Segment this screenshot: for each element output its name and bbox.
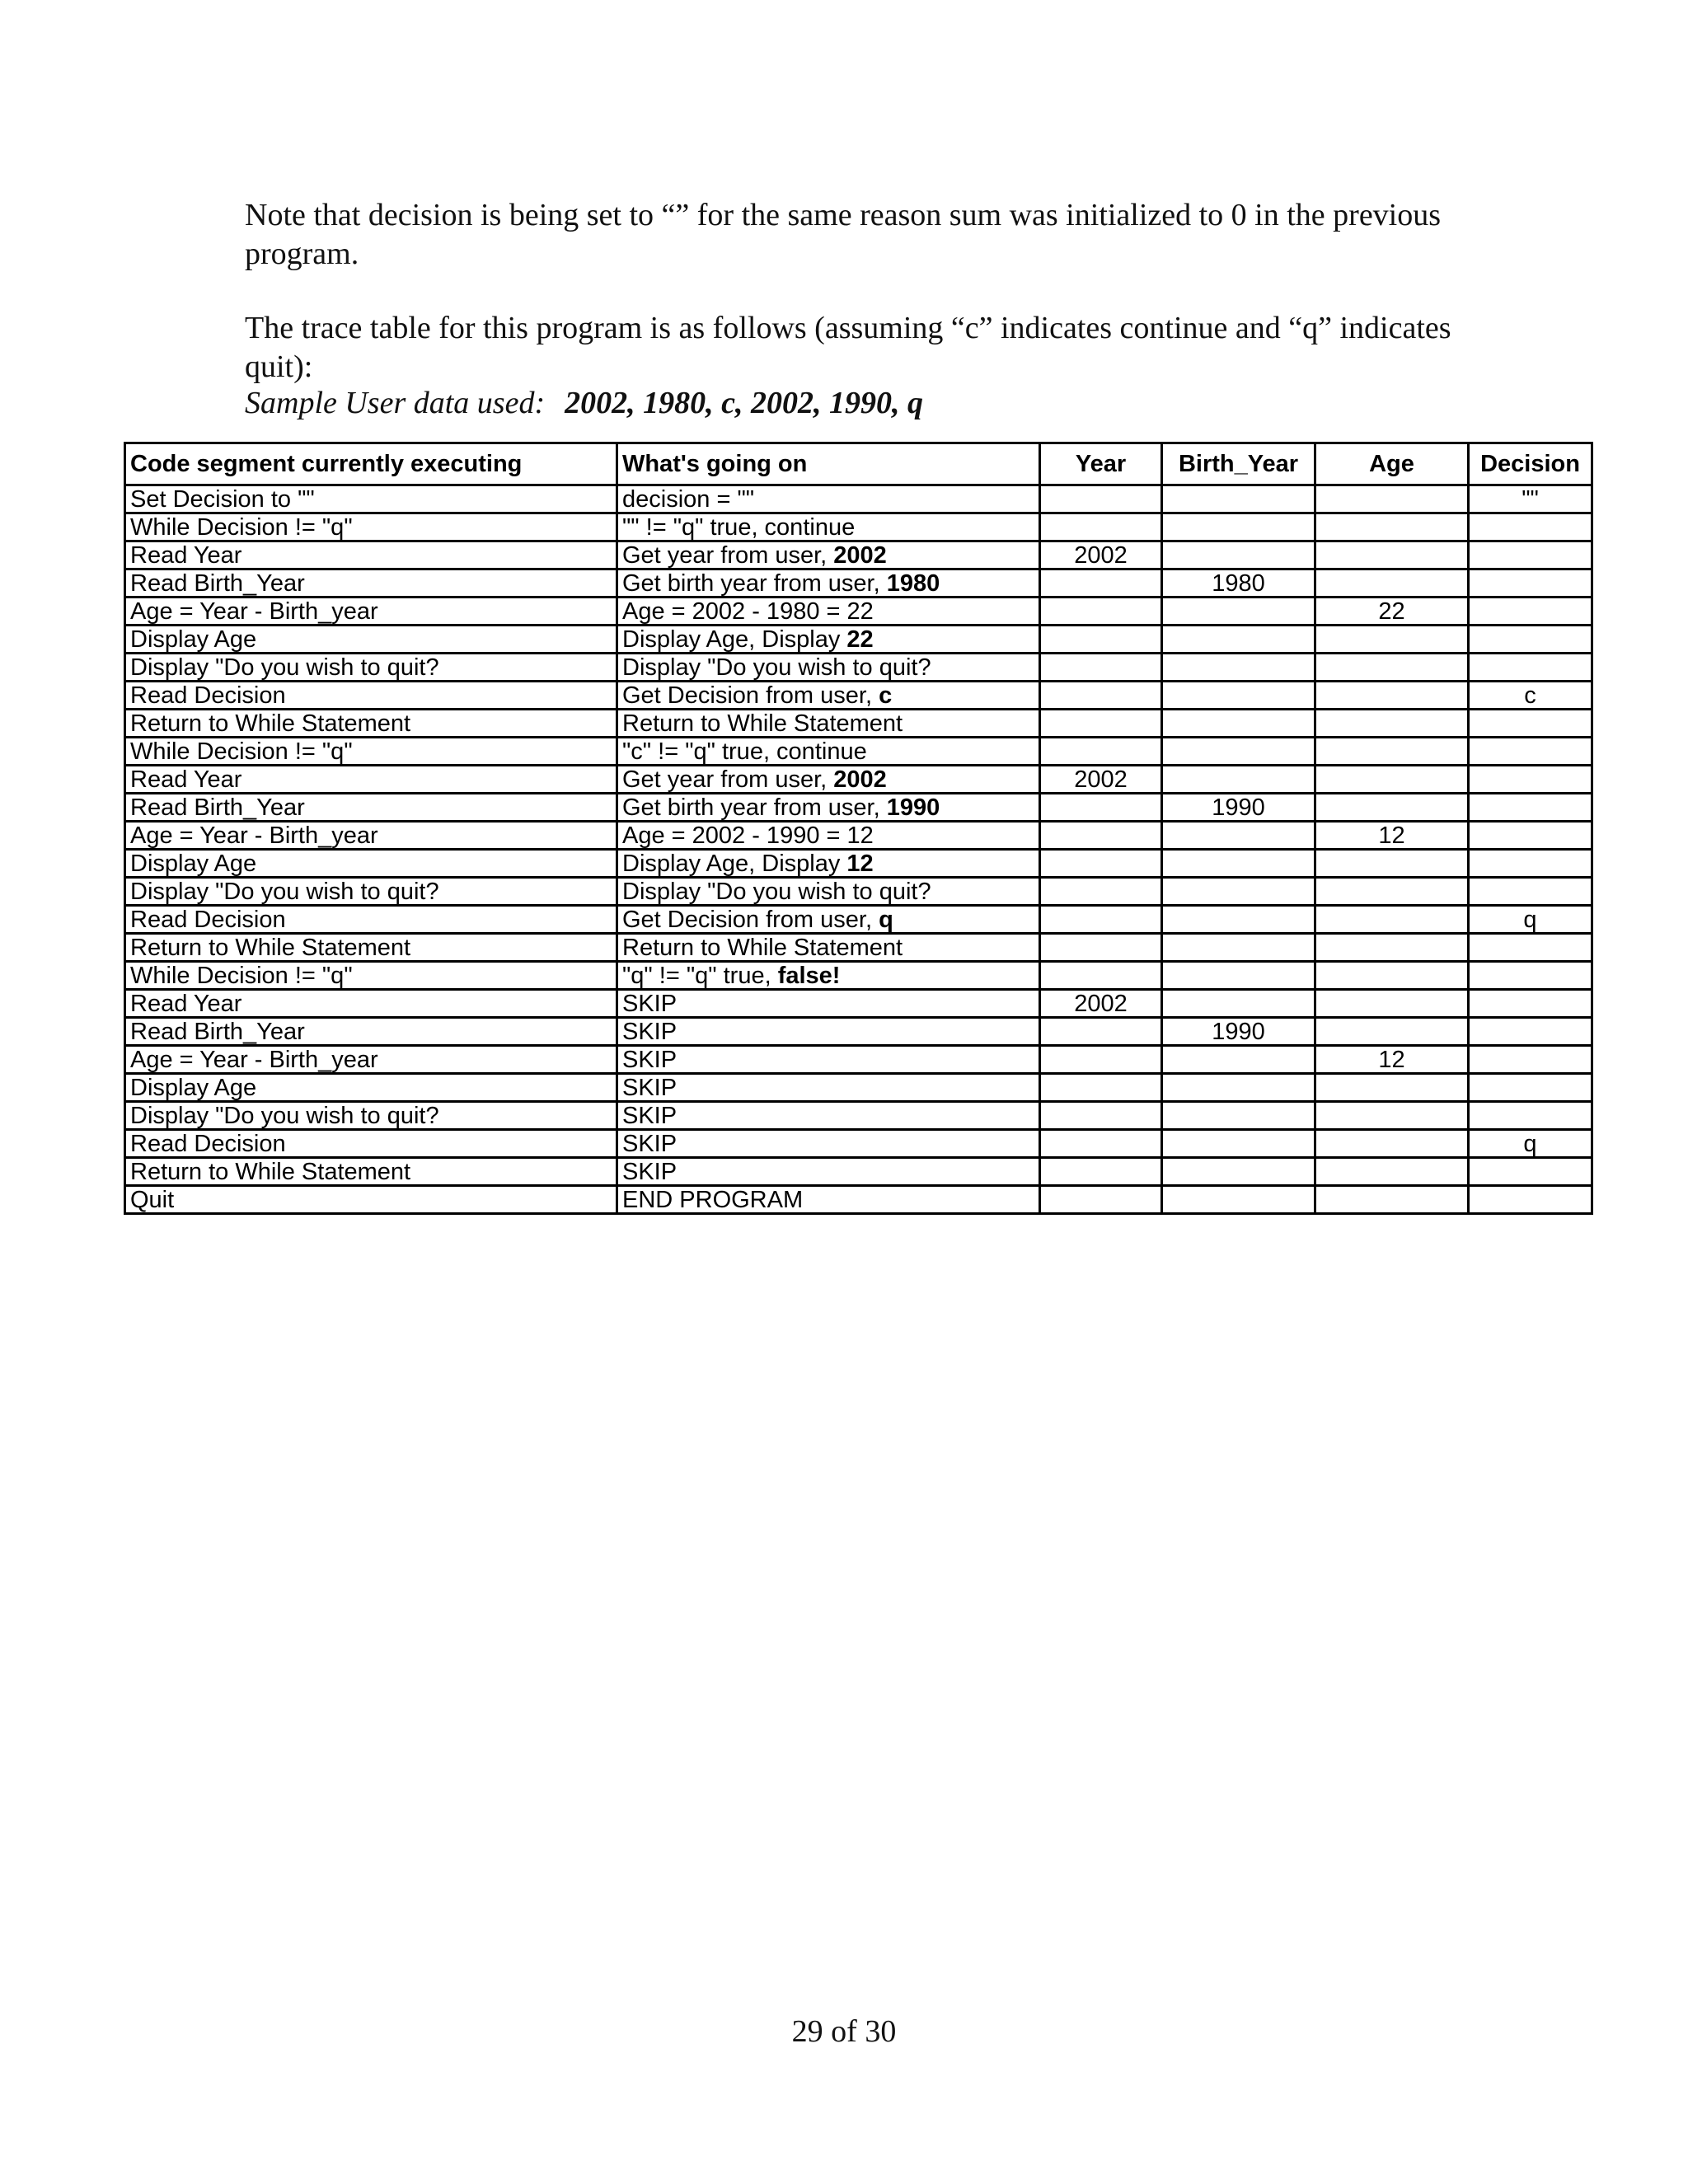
whats-going-on-text: SKIP	[622, 1102, 678, 1129]
decision-cell	[1469, 513, 1592, 541]
age-cell	[1315, 962, 1469, 990]
table-row	[125, 1046, 1592, 1074]
whats-going-on-text: Display Age, Display	[622, 626, 847, 653]
year-cell	[1040, 1018, 1162, 1046]
code-segment-cell: Return to While Statement	[125, 710, 617, 738]
age-cell	[1315, 626, 1469, 654]
year-cell	[1040, 822, 1162, 850]
table-row	[125, 1186, 1592, 1214]
code-segment-cell: Quit	[125, 1186, 617, 1214]
intro-paragraph-2: The trace table for this program is as follows (assuming “c” indicates continue and “q” indicates quit):	[245, 311, 1451, 384]
age-cell	[1315, 513, 1469, 541]
whats-going-on-text: SKIP	[622, 1074, 678, 1101]
decision-cell	[1469, 541, 1592, 569]
table-row	[125, 878, 1592, 906]
table-row	[125, 1130, 1592, 1158]
code-segment-cell: Set Decision to ""	[125, 485, 617, 513]
year-cell	[1040, 794, 1162, 822]
page-number: 29 of 30	[791, 2014, 897, 2049]
whats-going-on-cell	[617, 682, 1040, 710]
decision-cell	[1469, 1046, 1592, 1074]
year-cell	[1040, 1130, 1162, 1158]
birth-year-cell	[1162, 598, 1315, 626]
code-segment-cell: Read Birth_Year	[125, 1018, 617, 1046]
year-cell	[1040, 906, 1162, 934]
decision-cell	[1469, 654, 1592, 682]
whats-going-on-text: Get Decision from user,	[622, 682, 879, 709]
year-cell	[1040, 1074, 1162, 1102]
whats-going-on-cell	[617, 794, 1040, 822]
whats-going-on-text: "q" != "q" true,	[622, 962, 778, 989]
code-segment-cell: Read Birth_Year	[125, 794, 617, 822]
whats-going-on-cell	[617, 822, 1040, 850]
code-segment-cell: Age = Year - Birth_year	[125, 822, 617, 850]
code-segment-cell: While Decision != "q"	[125, 738, 617, 766]
whats-going-on-cell	[617, 766, 1040, 794]
decision-cell	[1469, 598, 1592, 626]
table-row	[125, 822, 1592, 850]
whats-going-on-cell	[617, 1102, 1040, 1130]
birth-year-cell	[1162, 878, 1315, 906]
table-header-row	[125, 443, 1592, 485]
year-cell	[1040, 962, 1162, 990]
table-row	[125, 1074, 1592, 1102]
birth-year-cell	[1162, 1186, 1315, 1214]
whats-going-on-cell	[617, 850, 1040, 878]
birth-year-cell	[1162, 654, 1315, 682]
whats-going-on-cell	[617, 1074, 1040, 1102]
whats-going-on-cell	[617, 513, 1040, 541]
table-row	[125, 1102, 1592, 1130]
year-cell	[1040, 1046, 1162, 1074]
decision-cell	[1469, 850, 1592, 878]
whats-going-on-cell	[617, 990, 1040, 1018]
header-code-segment: Code segment currently executing	[125, 443, 617, 485]
sample-data-values: 2002, 1980, c, 2002, 1990, q	[565, 386, 923, 420]
whats-going-on-cell	[617, 485, 1040, 513]
whats-going-on-cell	[617, 878, 1040, 906]
code-segment-cell: Display "Do you wish to quit?	[125, 878, 617, 906]
trace-table-body	[125, 485, 1592, 1214]
decision-cell	[1469, 934, 1592, 962]
code-segment-cell: Return to While Statement	[125, 934, 617, 962]
age-cell	[1315, 1130, 1469, 1158]
year-cell	[1040, 710, 1162, 738]
table-row	[125, 710, 1592, 738]
whats-going-on-text: decision = ""	[622, 485, 755, 513]
whats-going-on-text: "c" != "q" true, continue	[622, 738, 867, 765]
table-row	[125, 934, 1592, 962]
birth-year-cell: 1990	[1162, 1018, 1315, 1046]
birth-year-cell	[1162, 710, 1315, 738]
whats-going-on-text: Get year from user,	[622, 766, 834, 793]
age-cell	[1315, 906, 1469, 934]
whats-going-on-value: 1980	[886, 569, 940, 597]
whats-going-on-text: Get year from user,	[622, 541, 834, 569]
whats-going-on-value: 22	[846, 626, 874, 653]
decision-cell	[1469, 1186, 1592, 1214]
code-segment-cell: Display Age	[125, 626, 617, 654]
birth-year-cell: 1990	[1162, 794, 1315, 822]
birth-year-cell	[1162, 541, 1315, 569]
birth-year-cell	[1162, 1130, 1315, 1158]
decision-cell: c	[1469, 682, 1592, 710]
code-segment-cell: Read Decision	[125, 906, 617, 934]
table-row	[125, 682, 1592, 710]
whats-going-on-cell	[617, 1130, 1040, 1158]
decision-cell: ""	[1469, 485, 1592, 513]
table-row	[125, 766, 1592, 794]
trace-table	[124, 442, 1593, 1215]
birth-year-cell	[1162, 850, 1315, 878]
decision-cell	[1469, 878, 1592, 906]
year-cell	[1040, 934, 1162, 962]
table-row	[125, 513, 1592, 541]
table-row	[125, 990, 1592, 1018]
year-cell	[1040, 626, 1162, 654]
table-row	[125, 962, 1592, 990]
year-cell	[1040, 1102, 1162, 1130]
whats-going-on-cell	[617, 654, 1040, 682]
table-row	[125, 906, 1592, 934]
code-segment-cell: Read Decision	[125, 1130, 617, 1158]
whats-going-on-cell	[617, 541, 1040, 569]
age-cell: 12	[1315, 822, 1469, 850]
whats-going-on-text: Display Age, Display	[622, 850, 847, 877]
sample-data-label: Sample User data used:	[245, 386, 546, 420]
whats-going-on-text: END PROGRAM	[622, 1186, 804, 1213]
age-cell	[1315, 1018, 1469, 1046]
table-row	[125, 569, 1592, 598]
birth-year-cell	[1162, 822, 1315, 850]
whats-going-on-cell	[617, 906, 1040, 934]
birth-year-cell	[1162, 1102, 1315, 1130]
decision-cell	[1469, 990, 1592, 1018]
birth-year-cell	[1162, 738, 1315, 766]
age-cell	[1315, 682, 1469, 710]
whats-going-on-cell	[617, 1046, 1040, 1074]
table-row	[125, 1018, 1592, 1046]
birth-year-cell	[1162, 906, 1315, 934]
decision-cell	[1469, 766, 1592, 794]
whats-going-on-cell	[617, 934, 1040, 962]
age-cell	[1315, 485, 1469, 513]
code-segment-cell: While Decision != "q"	[125, 513, 617, 541]
birth-year-cell	[1162, 513, 1315, 541]
whats-going-on-text: Age = 2002 - 1990 = 12	[622, 822, 874, 849]
age-cell	[1315, 738, 1469, 766]
code-segment-cell: Read Year	[125, 541, 617, 569]
decision-cell	[1469, 1074, 1592, 1102]
code-segment-cell: While Decision != "q"	[125, 962, 617, 990]
birth-year-cell	[1162, 766, 1315, 794]
whats-going-on-text: Return to While Statement	[622, 934, 903, 961]
birth-year-cell	[1162, 485, 1315, 513]
birth-year-cell: 1980	[1162, 569, 1315, 598]
table-row	[125, 1158, 1592, 1186]
decision-cell	[1469, 794, 1592, 822]
whats-going-on-value: false!	[777, 962, 841, 989]
birth-year-cell	[1162, 682, 1315, 710]
whats-going-on-text: Get birth year from user,	[622, 569, 887, 597]
header-birth-year: Birth_Year	[1162, 443, 1315, 485]
whats-going-on-cell	[617, 1186, 1040, 1214]
birth-year-cell	[1162, 962, 1315, 990]
whats-going-on-cell	[617, 598, 1040, 626]
age-cell	[1315, 794, 1469, 822]
code-segment-cell: Read Year	[125, 990, 617, 1018]
age-cell	[1315, 766, 1469, 794]
age-cell	[1315, 878, 1469, 906]
age-cell	[1315, 990, 1469, 1018]
year-cell	[1040, 569, 1162, 598]
birth-year-cell	[1162, 1046, 1315, 1074]
decision-cell: q	[1469, 1130, 1592, 1158]
age-cell	[1315, 1102, 1469, 1130]
whats-going-on-value: 1990	[886, 794, 940, 821]
whats-going-on-cell	[617, 710, 1040, 738]
year-cell: 2002	[1040, 990, 1162, 1018]
age-cell	[1315, 569, 1469, 598]
decision-cell	[1469, 710, 1592, 738]
whats-going-on-cell	[617, 626, 1040, 654]
code-segment-cell: Return to While Statement	[125, 1158, 617, 1186]
whats-going-on-text: Get birth year from user,	[622, 794, 887, 821]
whats-going-on-text: SKIP	[622, 1046, 678, 1073]
age-cell	[1315, 710, 1469, 738]
whats-going-on-cell	[617, 1018, 1040, 1046]
code-segment-cell: Display "Do you wish to quit?	[125, 1102, 617, 1130]
year-cell	[1040, 513, 1162, 541]
decision-cell	[1469, 626, 1592, 654]
whats-going-on-value: 12	[846, 850, 874, 877]
decision-cell	[1469, 1158, 1592, 1186]
code-segment-cell: Display "Do you wish to quit?	[125, 654, 617, 682]
decision-cell	[1469, 738, 1592, 766]
decision-cell	[1469, 962, 1592, 990]
age-cell	[1315, 934, 1469, 962]
birth-year-cell	[1162, 1158, 1315, 1186]
code-segment-cell: Read Decision	[125, 682, 617, 710]
table-row	[125, 541, 1592, 569]
decision-cell	[1469, 1018, 1592, 1046]
whats-going-on-cell	[617, 569, 1040, 598]
whats-going-on-text: Age = 2002 - 1980 = 22	[622, 598, 874, 625]
table-row	[125, 850, 1592, 878]
birth-year-cell	[1162, 934, 1315, 962]
whats-going-on-cell	[617, 738, 1040, 766]
code-segment-cell: Read Year	[125, 766, 617, 794]
table-row	[125, 598, 1592, 626]
year-cell	[1040, 878, 1162, 906]
header-decision: Decision	[1469, 443, 1592, 485]
birth-year-cell	[1162, 1074, 1315, 1102]
code-segment-cell: Age = Year - Birth_year	[125, 1046, 617, 1074]
year-cell	[1040, 1158, 1162, 1186]
year-cell	[1040, 1186, 1162, 1214]
whats-going-on-text: Display "Do you wish to quit?	[622, 654, 931, 681]
header-age: Age	[1315, 443, 1469, 485]
year-cell: 2002	[1040, 766, 1162, 794]
table-row	[125, 626, 1592, 654]
code-segment-cell: Display Age	[125, 850, 617, 878]
whats-going-on-text: Display "Do you wish to quit?	[622, 878, 931, 905]
year-cell	[1040, 682, 1162, 710]
table-row	[125, 794, 1592, 822]
code-segment-cell: Read Birth_Year	[125, 569, 617, 598]
decision-cell: q	[1469, 906, 1592, 934]
code-segment-cell: Display Age	[125, 1074, 617, 1102]
header-year: Year	[1040, 443, 1162, 485]
age-cell	[1315, 654, 1469, 682]
whats-going-on-cell	[617, 1158, 1040, 1186]
age-cell	[1315, 1186, 1469, 1214]
header-whats-going-on: What's going on	[617, 443, 1040, 485]
whats-going-on-value: q	[879, 906, 893, 933]
decision-cell	[1469, 569, 1592, 598]
year-cell: 2002	[1040, 541, 1162, 569]
whats-going-on-text: SKIP	[622, 1018, 678, 1045]
whats-going-on-value: c	[879, 682, 893, 709]
age-cell	[1315, 1074, 1469, 1102]
age-cell: 22	[1315, 598, 1469, 626]
whats-going-on-text: Return to While Statement	[622, 710, 903, 737]
table-row	[125, 485, 1592, 513]
decision-cell	[1469, 1102, 1592, 1130]
whats-going-on-text: SKIP	[622, 990, 678, 1017]
year-cell	[1040, 598, 1162, 626]
birth-year-cell	[1162, 626, 1315, 654]
year-cell	[1040, 654, 1162, 682]
whats-going-on-cell	[617, 962, 1040, 990]
age-cell: 12	[1315, 1046, 1469, 1074]
whats-going-on-text: "" != "q" true, continue	[622, 513, 856, 541]
year-cell	[1040, 485, 1162, 513]
sample-data-line	[245, 384, 1481, 423]
birth-year-cell	[1162, 990, 1315, 1018]
table-row	[125, 654, 1592, 682]
whats-going-on-text: Get Decision from user,	[622, 906, 879, 933]
whats-going-on-text: SKIP	[622, 1158, 678, 1185]
age-cell	[1315, 541, 1469, 569]
whats-going-on-text: SKIP	[622, 1130, 678, 1157]
age-cell	[1315, 1158, 1469, 1186]
code-segment-cell: Age = Year - Birth_year	[125, 598, 617, 626]
year-cell	[1040, 738, 1162, 766]
age-cell	[1315, 850, 1469, 878]
table-row	[125, 738, 1592, 766]
intro-paragraph-1: Note that decision is being set to “” for the same reason sum was initialized to 0 in the previous program.	[245, 198, 1442, 271]
year-cell	[1040, 850, 1162, 878]
whats-going-on-value: 2002	[833, 766, 887, 793]
whats-going-on-value: 2002	[833, 541, 887, 569]
decision-cell	[1469, 822, 1592, 850]
